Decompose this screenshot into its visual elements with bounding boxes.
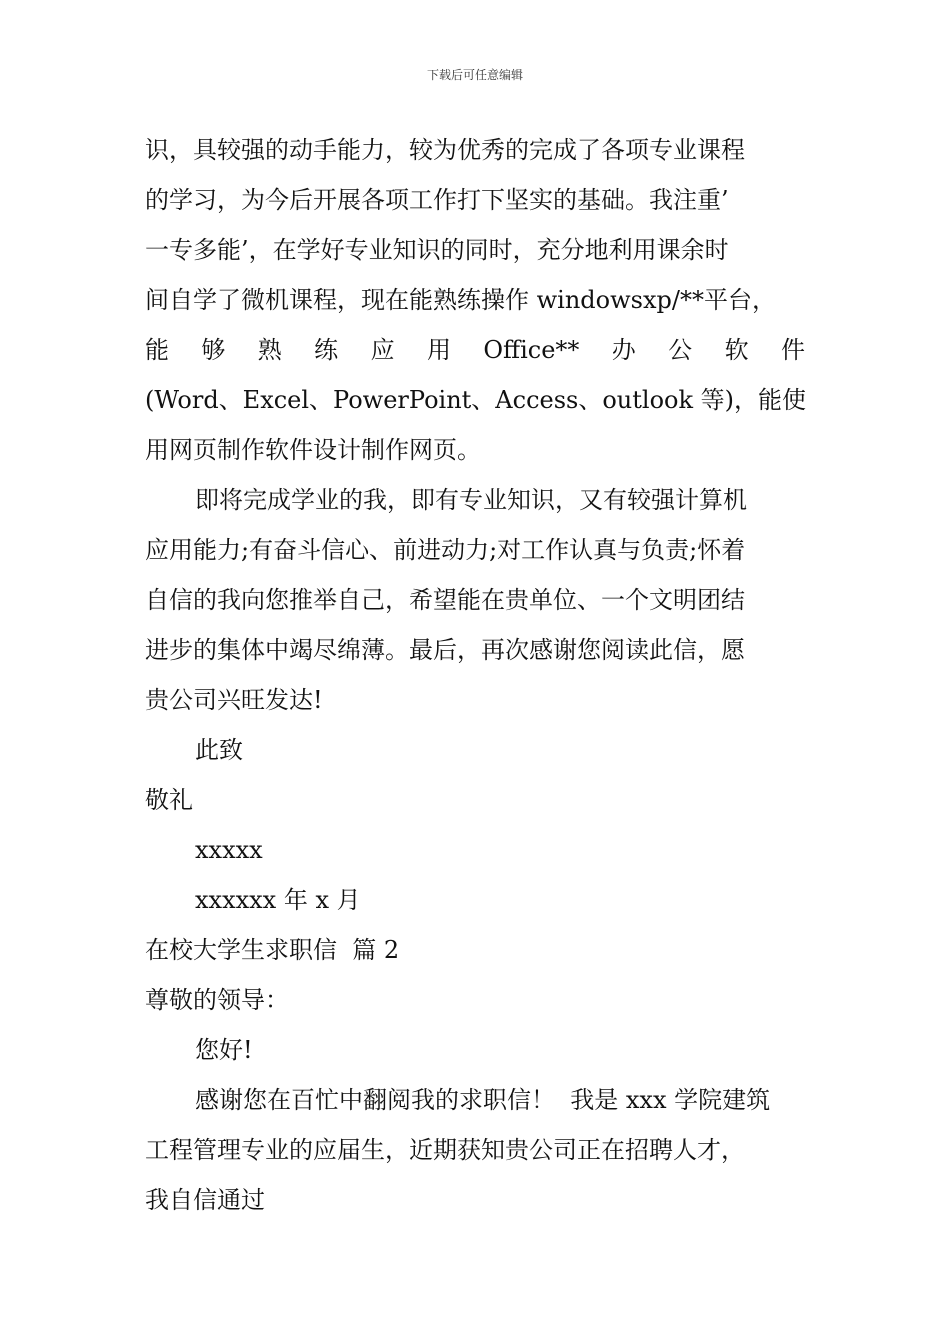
word: 能 [145,336,169,364]
salutation: 尊敬的领导： [145,986,289,1014]
word: 办 [611,336,636,364]
word: 用 [426,336,451,364]
paragraph-line: 感谢您在百忙中翻阅我的求职信！ 我是 xxx 学院建筑 [195,1086,771,1114]
page-header: 下载后可任意编辑 [426,68,523,82]
section-title: 在校大学生求职信 篇 2 [145,936,400,964]
paragraph-line: 的学习，为今后开展各项工作打下坚实的基础。我注重’ [145,186,729,214]
closing-line: 敬礼 [145,786,193,814]
word: 件 [780,336,805,364]
justified-line [145,335,805,365]
paragraph-line: 即将完成学业的我，即有专业知识，又有较强计算机 [195,486,747,514]
signature-date: xxxxxx 年 x 月 [195,886,361,914]
paragraph-line: 用网页制作软件设计制作网页。 [145,436,481,464]
word: 应 [370,336,395,364]
paragraph-line: (Word、Excel、PowerPoint、Access、outlook 等)，能使 [145,386,807,414]
paragraph-line: 一专多能’，在学好专业知识的同时，充分地利用课余时 [145,236,729,264]
signature-name: xxxxx [195,836,263,864]
paragraph-line: 贵公司兴旺发达! [145,686,323,714]
paragraph-line: 间自学了微机课程，现在能熟练操作 windowsxp/**平台， [145,286,776,314]
closing-line: 此致 [195,736,243,764]
word: 软 [724,336,749,364]
word: 公 [668,336,693,364]
paragraph-line: 识，具较强的动手能力，较为优秀的完成了各项专业课程 [145,136,745,164]
word: Office** [483,336,580,364]
paragraph-line: 自信的我向您推举自己，希望能在贵单位、一个文明团结 [145,586,745,614]
greeting: 您好! [195,1036,253,1064]
word: 够 [201,336,226,364]
paragraph-line: 工程管理专业的应届生，近期获知贵公司正在招聘人才， [145,1136,745,1164]
paragraph-line: 应用能力;有奋斗信心、前进动力;对工作认真与负责;怀着 [145,536,746,564]
paragraph-line: 进步的集体中竭尽绵薄。最后，再次感谢您阅读此信，愿 [145,636,745,664]
paragraph-line: 我自信通过 [145,1186,265,1214]
word: 熟 [257,336,282,364]
word: 练 [314,336,339,364]
